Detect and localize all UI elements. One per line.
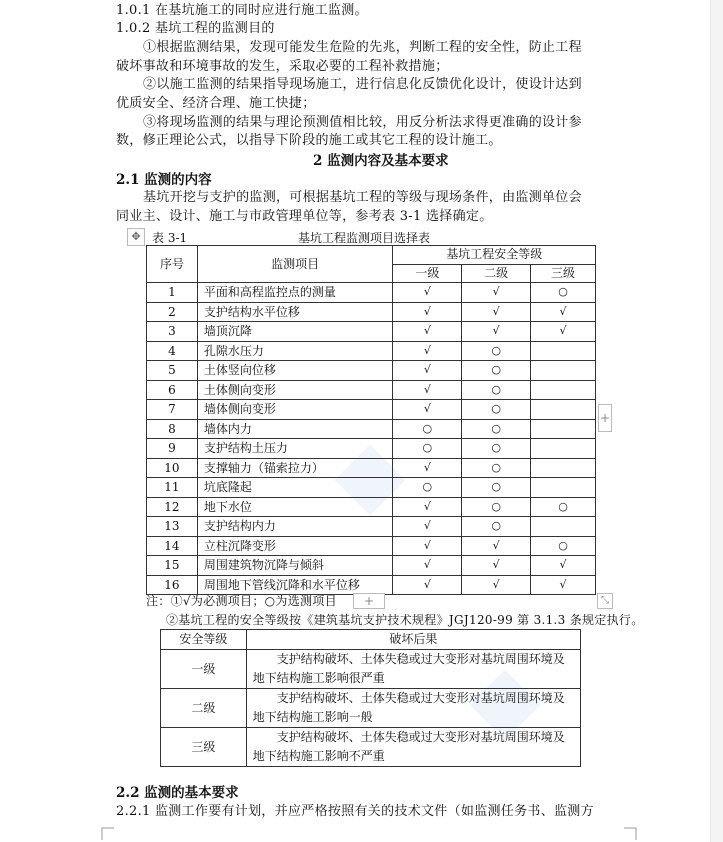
monitoring-item: 支护结构土压力: [197, 439, 393, 459]
monitoring-item: 墙体侧向变形: [197, 400, 393, 420]
paragraph-2-1-line1: 基坑开挖与支护的监测，可根据基坑工程的等级与现场条件，由监测单位会: [143, 190, 582, 205]
row-number: 7: [147, 400, 198, 420]
level-1-mark: √: [393, 517, 462, 537]
table-row: [147, 302, 596, 322]
paragraph-1-0-2: 1.0.2 基坑工程的监测目的: [116, 21, 275, 36]
level-3-mark: [531, 341, 596, 361]
monitoring-item: 立柱沉降变形: [197, 536, 393, 556]
level-3-mark: [531, 439, 596, 459]
table-row: [147, 322, 596, 342]
level-3-mark: ○: [531, 497, 596, 517]
vertical-scrollbar[interactable]: [710, 0, 723, 842]
level-2-mark: √: [462, 302, 531, 322]
level-1-mark: √: [393, 575, 462, 595]
failure-consequence: 支护结构破坏、土体失稳或过大变形对基坑周围环境及地下结构施工影响一般: [246, 689, 580, 728]
level-2-mark: ○: [462, 400, 531, 420]
table-row: [147, 283, 596, 303]
monitoring-item: 支护结构内力: [197, 517, 393, 537]
purpose-item-3-line1: ③将现场监测的结果与理论预测值相比较，用反分析法求得更准确的设计参: [143, 115, 582, 130]
table-row: [147, 517, 596, 537]
subsection-heading-2-2: 2.2 监测的基本要求: [116, 785, 239, 801]
header-level-1: 一级: [393, 264, 462, 283]
row-number: 13: [147, 517, 198, 537]
row-number: 2: [147, 302, 198, 322]
row-number: 6: [147, 380, 198, 400]
purpose-item-2-line1: ②以施工监测的结果指导现场施工，进行信息化反馈优化设计，使设计达到: [143, 77, 582, 92]
level-1-mark: √: [393, 322, 462, 342]
row-number: 15: [147, 556, 198, 576]
level-1-mark: √: [393, 458, 462, 478]
monitoring-item: 支撑轴力（锚索拉力）: [197, 458, 393, 478]
level-2-mark: √: [462, 322, 531, 342]
move-icon[interactable]: ✥: [127, 228, 145, 246]
section-heading: 2 监测内容及基本要求: [313, 153, 449, 169]
row-number: 5: [147, 361, 198, 381]
level-2-mark: √: [462, 283, 531, 303]
purpose-item-1-line2: 破坏事故和环境事故的发生，采取必要的工程补救措施；: [116, 59, 449, 74]
level-1-mark: √: [393, 302, 462, 322]
paragraph-2-2-1: 2.2.1 监测工作要有计划，并应严格按照有关的技术文件（如监测任务书、监测方: [116, 804, 594, 819]
header-level-3: 三级: [531, 264, 596, 283]
table-row: [147, 400, 596, 420]
level-2-mark: ○: [462, 478, 531, 498]
level-2-mark: ○: [462, 458, 531, 478]
table-row: [147, 536, 596, 556]
level-1-mark: √: [393, 361, 462, 381]
table-title: 基坑工程监测项目选择表: [298, 231, 431, 245]
header-level-2: 二级: [462, 264, 531, 283]
level-1-mark: √: [393, 556, 462, 576]
header-consequence: 破坏后果: [246, 630, 580, 650]
row-number: 4: [147, 341, 198, 361]
row-number: 8: [147, 419, 198, 439]
table-row: [147, 556, 596, 576]
row-number: 9: [147, 439, 198, 459]
level-3-mark: [531, 361, 596, 381]
table-row: [147, 361, 596, 381]
level-3-mark: √: [531, 302, 596, 322]
level-3-mark: √: [531, 322, 596, 342]
resize-icon[interactable]: ⤡: [597, 593, 613, 609]
level-1-mark: ○: [393, 439, 462, 459]
level-2-mark: ○: [462, 497, 531, 517]
safety-level: 三级: [161, 728, 247, 767]
safety-level: 二级: [161, 689, 247, 728]
level-3-mark: [531, 517, 596, 537]
monitoring-item: 周围建筑物沉降与倾斜: [197, 556, 393, 576]
level-3-mark: [531, 400, 596, 420]
table-row: [147, 497, 596, 517]
level-2-mark: √: [462, 556, 531, 576]
level-3-mark: [531, 419, 596, 439]
failure-consequence: 支护结构破坏、土体失稳或过大变形对基坑周围环境及地下结构施工影响不严重: [246, 728, 580, 767]
add-column-button[interactable]: +: [598, 404, 612, 432]
table-note-2: ②基坑工程的安全等级按《建筑基坑支护技术规程》JGJ120-99 第 3.1.3 条规定执行。: [166, 613, 644, 627]
row-number: 14: [147, 536, 198, 556]
header-no: 序号: [147, 246, 198, 283]
table-row: [161, 689, 581, 728]
paragraph-2-1-line2: 同业主、设计、施工与市政管理单位等，参考表 3-1 选择确定。: [116, 209, 493, 224]
safety-level: 一级: [161, 650, 247, 689]
level-1-mark: √: [393, 536, 462, 556]
level-2-mark: ○: [462, 361, 531, 381]
table-row: [147, 341, 596, 361]
monitoring-item: 支护结构水平位移: [197, 302, 393, 322]
level-3-mark: [531, 458, 596, 478]
level-3-mark: ○: [531, 283, 596, 303]
level-2-mark: ○: [462, 439, 531, 459]
level-2-mark: ○: [462, 341, 531, 361]
row-number: 12: [147, 497, 198, 517]
monitoring-item: 平面和高程监控点的测量: [197, 283, 393, 303]
level-1-mark: √: [393, 380, 462, 400]
table-row: [161, 650, 581, 689]
header-safety-level: 基坑工程安全等级: [393, 246, 596, 265]
paragraph-1-0-1: 1.0.1 在基坑施工的同时应进行施工监测。: [116, 3, 368, 18]
header-item: 监测项目: [197, 246, 393, 283]
page-corner-mark: [100, 826, 114, 840]
table-row: [161, 728, 581, 767]
row-number: 11: [147, 478, 198, 498]
row-number: 3: [147, 322, 198, 342]
monitoring-item: 墙体内力: [197, 419, 393, 439]
monitoring-item: 土体竖向位移: [197, 361, 393, 381]
table-row: [147, 478, 596, 498]
level-1-mark: ○: [393, 419, 462, 439]
monitoring-item: 坑底隆起: [197, 478, 393, 498]
purpose-item-2-line2: 优质安全、经济合理、施工快捷；: [116, 96, 316, 111]
level-3-mark: √: [531, 556, 596, 576]
table-row: [147, 458, 596, 478]
row-number: 10: [147, 458, 198, 478]
row-number: 1: [147, 283, 198, 303]
table-row: [147, 419, 596, 439]
level-3-mark: [531, 478, 596, 498]
level-2-mark: ○: [462, 517, 531, 537]
monitoring-item: 周围地下管线沉降和水平位移: [197, 575, 393, 595]
level-1-mark: √: [393, 341, 462, 361]
level-3-mark: √: [531, 575, 596, 595]
level-1-mark: ○: [393, 478, 462, 498]
page-corner-mark: [624, 826, 638, 840]
level-1-mark: √: [393, 283, 462, 303]
safety-level-table: [160, 629, 581, 767]
row-number: 16: [147, 575, 198, 595]
level-2-mark: ○: [462, 419, 531, 439]
level-2-mark: √: [462, 536, 531, 556]
level-2-mark: ○: [462, 380, 531, 400]
table-label: 表 3-1: [152, 231, 188, 245]
monitoring-item: 墙顶沉降: [197, 322, 393, 342]
header-safety-level: 安全等级: [161, 630, 247, 650]
level-2-mark: √: [462, 575, 531, 595]
failure-consequence: 支护结构破坏、土体失稳或过大变形对基坑周围环境及地下结构施工影响很严重: [246, 650, 580, 689]
level-1-mark: √: [393, 400, 462, 420]
subsection-heading-2-1: 2.1 监测的内容: [116, 172, 212, 188]
level-1-mark: √: [393, 497, 462, 517]
level-3-mark: [531, 380, 596, 400]
table-row: [147, 380, 596, 400]
level-3-mark: ○: [531, 536, 596, 556]
monitoring-items-table: [146, 245, 596, 595]
monitoring-item: 土体侧向变形: [197, 380, 393, 400]
purpose-item-3-line2: 数，修正理论公式，以指导下阶段的施工或其它工程的设计施工。: [116, 133, 502, 148]
monitoring-item: 地下水位: [197, 497, 393, 517]
table-note-1: 注：①√为必测项目；○为选测项目: [146, 594, 337, 608]
add-row-button[interactable]: +: [353, 593, 385, 609]
purpose-item-1-line1: ①根据监测结果，发现可能发生危险的先兆，判断工程的安全性，防止工程: [143, 40, 582, 55]
table-row: [147, 439, 596, 459]
monitoring-item: 孔隙水压力: [197, 341, 393, 361]
